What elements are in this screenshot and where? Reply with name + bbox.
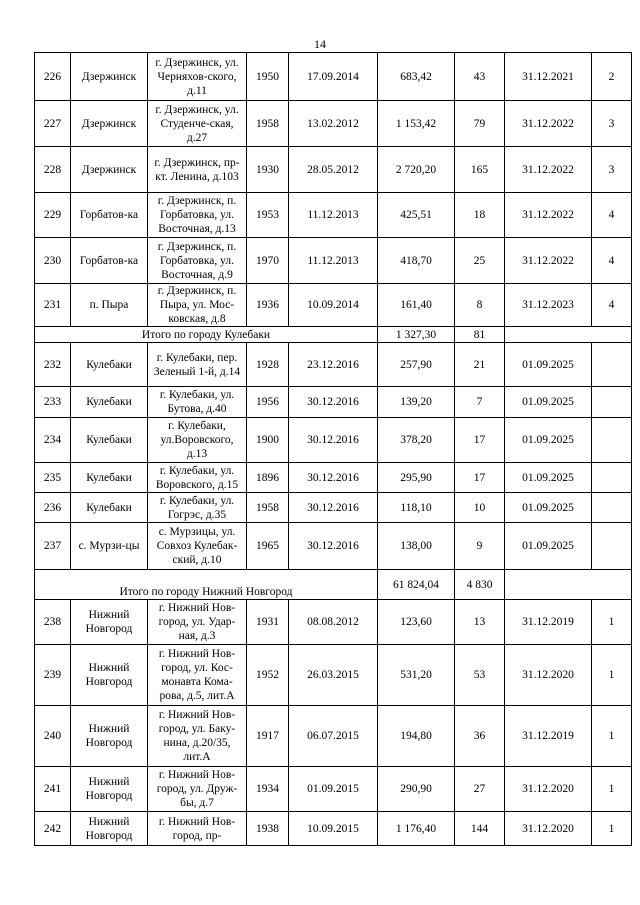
deadline-cell: 31.12.2022 <box>505 238 592 284</box>
settlement-cell: п. Пыра <box>71 284 148 327</box>
deadline-cell: 31.12.2019 <box>505 600 592 645</box>
settlement-cell: Кулебаки <box>71 387 148 418</box>
area-cell: 1 153,42 <box>378 101 455 147</box>
settlement-cell: Горбатов-ка <box>71 238 148 284</box>
residents-cell: 144 <box>455 812 505 846</box>
stage-cell: 4 <box>592 193 632 238</box>
deadline-cell: 01.09.2025 <box>505 523 592 570</box>
stage-cell: 1 <box>592 767 632 812</box>
date-cell: 11.12.2013 <box>289 193 378 238</box>
stage-cell: 2 <box>592 53 632 101</box>
residents-cell: 10 <box>455 493 505 523</box>
row-number-cell: 233 <box>35 387 71 418</box>
residents-cell: 53 <box>455 645 505 706</box>
area-cell: 257,90 <box>378 343 455 387</box>
date-cell: 17.09.2014 <box>289 53 378 101</box>
housing-table <box>34 52 632 846</box>
stage-cell: 4 <box>592 284 632 327</box>
residents-cell: 21 <box>455 343 505 387</box>
row-number-cell: 242 <box>35 812 71 846</box>
area-cell: 194,80 <box>378 706 455 767</box>
year-cell: 1934 <box>247 767 289 812</box>
date-cell: 28.05.2012 <box>289 147 378 193</box>
deadline-cell: 01.09.2025 <box>505 493 592 523</box>
year-cell: 1930 <box>247 147 289 193</box>
page-number: 14 <box>314 37 326 51</box>
row-number-cell: 240 <box>35 706 71 767</box>
row-number-cell: 228 <box>35 147 71 193</box>
settlement-cell: Нижний Новгород <box>71 645 148 706</box>
stage-cell <box>592 493 632 523</box>
residents-cell: 13 <box>455 600 505 645</box>
year-cell: 1936 <box>247 284 289 327</box>
settlement-cell: с. Мурзи-цы <box>71 523 148 570</box>
deadline-cell: 01.09.2025 <box>505 343 592 387</box>
year-cell: 1956 <box>247 387 289 418</box>
date-cell: 23.12.2016 <box>289 343 378 387</box>
residents-cell: 165 <box>455 147 505 193</box>
date-cell: 10.09.2015 <box>289 812 378 846</box>
area-cell: 425,51 <box>378 193 455 238</box>
address-cell: г. Кулебаки, ул. Воровского, д.15 <box>148 463 247 493</box>
table-row <box>35 523 632 570</box>
stage-cell <box>592 523 632 570</box>
address-cell: г. Кулебаки, пер. Зеленый 1-й, д.14 <box>148 343 247 387</box>
address-cell: г. Нижний Нов-город, ул. Кос-монавта Кома-рова, д.5, лит.А <box>148 645 247 706</box>
table-row <box>35 53 632 101</box>
deadline-cell: 31.12.2022 <box>505 193 592 238</box>
deadline-cell: 31.12.2022 <box>505 147 592 193</box>
row-number-cell: 230 <box>35 238 71 284</box>
settlement-cell: Нижний Новгород <box>71 600 148 645</box>
year-cell: 1917 <box>247 706 289 767</box>
residents-cell: 43 <box>455 53 505 101</box>
year-cell: 1950 <box>247 53 289 101</box>
settlement-cell: Кулебаки <box>71 343 148 387</box>
total-row <box>35 327 632 343</box>
year-cell: 1931 <box>247 600 289 645</box>
settlement-cell: Дзержинск <box>71 101 148 147</box>
row-number-cell: 231 <box>35 284 71 327</box>
area-cell: 290,90 <box>378 767 455 812</box>
total-residents-cell: 81 <box>455 327 505 343</box>
deadline-cell: 31.12.2022 <box>505 101 592 147</box>
area-cell: 531,20 <box>378 645 455 706</box>
address-cell: г. Дзержинск, ул. Студенче-ская, д.27 <box>148 101 247 147</box>
total-residents-cell: 4 830 <box>455 570 505 600</box>
date-cell: 30.12.2016 <box>289 387 378 418</box>
total-row <box>35 570 632 600</box>
settlement-cell: Дзержинск <box>71 147 148 193</box>
total-area-cell: 1 327,30 <box>378 327 455 343</box>
row-number-cell: 239 <box>35 645 71 706</box>
deadline-cell: 01.09.2025 <box>505 418 592 463</box>
deadline-cell: 31.12.2020 <box>505 767 592 812</box>
settlement-cell: Нижний Новгород <box>71 706 148 767</box>
area-cell: 123,60 <box>378 600 455 645</box>
address-cell: г. Кулебаки, ул.Воровского, д.13 <box>148 418 247 463</box>
settlement-cell: Горбатов-ка <box>71 193 148 238</box>
row-number-cell: 226 <box>35 53 71 101</box>
row-number-cell: 241 <box>35 767 71 812</box>
deadline-cell: 31.12.2019 <box>505 706 592 767</box>
area-cell: 138,00 <box>378 523 455 570</box>
residents-cell: 27 <box>455 767 505 812</box>
area-cell: 683,42 <box>378 53 455 101</box>
residents-cell: 17 <box>455 463 505 493</box>
residents-cell: 36 <box>455 706 505 767</box>
stage-cell: 3 <box>592 101 632 147</box>
year-cell: 1896 <box>247 463 289 493</box>
table-row <box>35 493 632 523</box>
address-cell: г. Нижний Нов-город, ул. Удар-ная, д.3 <box>148 600 247 645</box>
table-row <box>35 284 632 327</box>
row-number-cell: 237 <box>35 523 71 570</box>
area-cell: 378,20 <box>378 418 455 463</box>
table-row <box>35 706 632 767</box>
stage-cell: 4 <box>592 238 632 284</box>
table-row <box>35 101 632 147</box>
table-row <box>35 387 632 418</box>
year-cell: 1958 <box>247 101 289 147</box>
stage-cell: 3 <box>592 147 632 193</box>
address-cell: с. Мурзицы, ул. Совхоз Кулебак-ский, д.10 <box>148 523 247 570</box>
area-cell: 139,20 <box>378 387 455 418</box>
deadline-cell: 31.12.2020 <box>505 645 592 706</box>
settlement-cell: Нижний Новгород <box>71 767 148 812</box>
settlement-cell: Дзержинск <box>71 53 148 101</box>
area-cell: 418,70 <box>378 238 455 284</box>
row-number-cell: 229 <box>35 193 71 238</box>
address-cell: г. Нижний Нов-город, ул. Друж-бы, д.7 <box>148 767 247 812</box>
table-row <box>35 147 632 193</box>
residents-cell: 79 <box>455 101 505 147</box>
date-cell: 10.09.2014 <box>289 284 378 327</box>
date-cell: 01.09.2015 <box>289 767 378 812</box>
year-cell: 1952 <box>247 645 289 706</box>
address-cell: г. Дзержинск, пр-кт. Ленина, д.103 <box>148 147 247 193</box>
table-row <box>35 767 632 812</box>
year-cell: 1953 <box>247 193 289 238</box>
year-cell: 1965 <box>247 523 289 570</box>
stage-cell <box>592 418 632 463</box>
stage-cell <box>592 343 632 387</box>
row-number-cell: 232 <box>35 343 71 387</box>
date-cell: 13.02.2012 <box>289 101 378 147</box>
area-cell: 118,10 <box>378 493 455 523</box>
table-row <box>35 463 632 493</box>
stage-cell: 1 <box>592 812 632 846</box>
stage-cell <box>592 463 632 493</box>
address-cell: г. Нижний Нов-город, пр- <box>148 812 247 846</box>
year-cell: 1970 <box>247 238 289 284</box>
area-cell: 1 176,40 <box>378 812 455 846</box>
address-cell: г. Дзержинск, ул. Черняхов-ского, д.11 <box>148 53 247 101</box>
deadline-cell: 01.09.2025 <box>505 463 592 493</box>
table-body <box>35 53 632 846</box>
date-cell: 26.03.2015 <box>289 645 378 706</box>
year-cell: 1958 <box>247 493 289 523</box>
settlement-cell: Кулебаки <box>71 493 148 523</box>
date-cell: 30.12.2016 <box>289 418 378 463</box>
table-row <box>35 645 632 706</box>
year-cell: 1900 <box>247 418 289 463</box>
row-number-cell: 238 <box>35 600 71 645</box>
table-row <box>35 418 632 463</box>
row-number-cell: 227 <box>35 101 71 147</box>
address-cell: г. Дзержинск, п. Горбатовка, ул. Восточная, д.9 <box>148 238 247 284</box>
table-row <box>35 343 632 387</box>
residents-cell: 25 <box>455 238 505 284</box>
table-row <box>35 193 632 238</box>
area-cell: 2 720,20 <box>378 147 455 193</box>
address-cell: г. Дзержинск, п. Пыра, ул. Мос-ковская, д.8 <box>148 284 247 327</box>
deadline-cell: 31.12.2021 <box>505 53 592 101</box>
deadline-cell: 31.12.2023 <box>505 284 592 327</box>
table-row <box>35 238 632 284</box>
residents-cell: 17 <box>455 418 505 463</box>
stage-cell: 1 <box>592 600 632 645</box>
settlement-cell: Кулебаки <box>71 418 148 463</box>
address-cell: г. Дзержинск, п. Горбатовка, ул. Восточная, д.13 <box>148 193 247 238</box>
residents-cell: 9 <box>455 523 505 570</box>
row-number-cell: 236 <box>35 493 71 523</box>
row-number-cell: 235 <box>35 463 71 493</box>
settlement-cell: Нижний Новгород <box>71 812 148 846</box>
total-empty-cell <box>505 327 632 343</box>
table-row <box>35 812 632 846</box>
total-area-cell: 61 824,04 <box>378 570 455 600</box>
total-label-cell: Итого по городу Нижний Новгород <box>35 570 378 600</box>
total-empty-cell <box>505 570 632 600</box>
row-number-cell: 234 <box>35 418 71 463</box>
date-cell: 08.08.2012 <box>289 600 378 645</box>
date-cell: 30.12.2016 <box>289 523 378 570</box>
stage-cell: 1 <box>592 706 632 767</box>
address-cell: г. Кулебаки, ул. Бутова, д.40 <box>148 387 247 418</box>
area-cell: 295,90 <box>378 463 455 493</box>
address-cell: г. Нижний Нов-город, ул. Баку-нина, д.20/35, лит.А <box>148 706 247 767</box>
residents-cell: 18 <box>455 193 505 238</box>
settlement-cell: Кулебаки <box>71 463 148 493</box>
stage-cell <box>592 387 632 418</box>
residents-cell: 7 <box>455 387 505 418</box>
area-cell: 161,40 <box>378 284 455 327</box>
date-cell: 11.12.2013 <box>289 238 378 284</box>
date-cell: 06.07.2015 <box>289 706 378 767</box>
deadline-cell: 01.09.2025 <box>505 387 592 418</box>
year-cell: 1928 <box>247 343 289 387</box>
address-cell: г. Кулебаки, ул. Гогрэс, д.35 <box>148 493 247 523</box>
date-cell: 30.12.2016 <box>289 493 378 523</box>
total-label-cell: Итого по городу Кулебаки <box>35 327 378 343</box>
residents-cell: 8 <box>455 284 505 327</box>
table-row <box>35 600 632 645</box>
stage-cell: 1 <box>592 645 632 706</box>
date-cell: 30.12.2016 <box>289 463 378 493</box>
deadline-cell: 31.12.2020 <box>505 812 592 846</box>
year-cell: 1938 <box>247 812 289 846</box>
